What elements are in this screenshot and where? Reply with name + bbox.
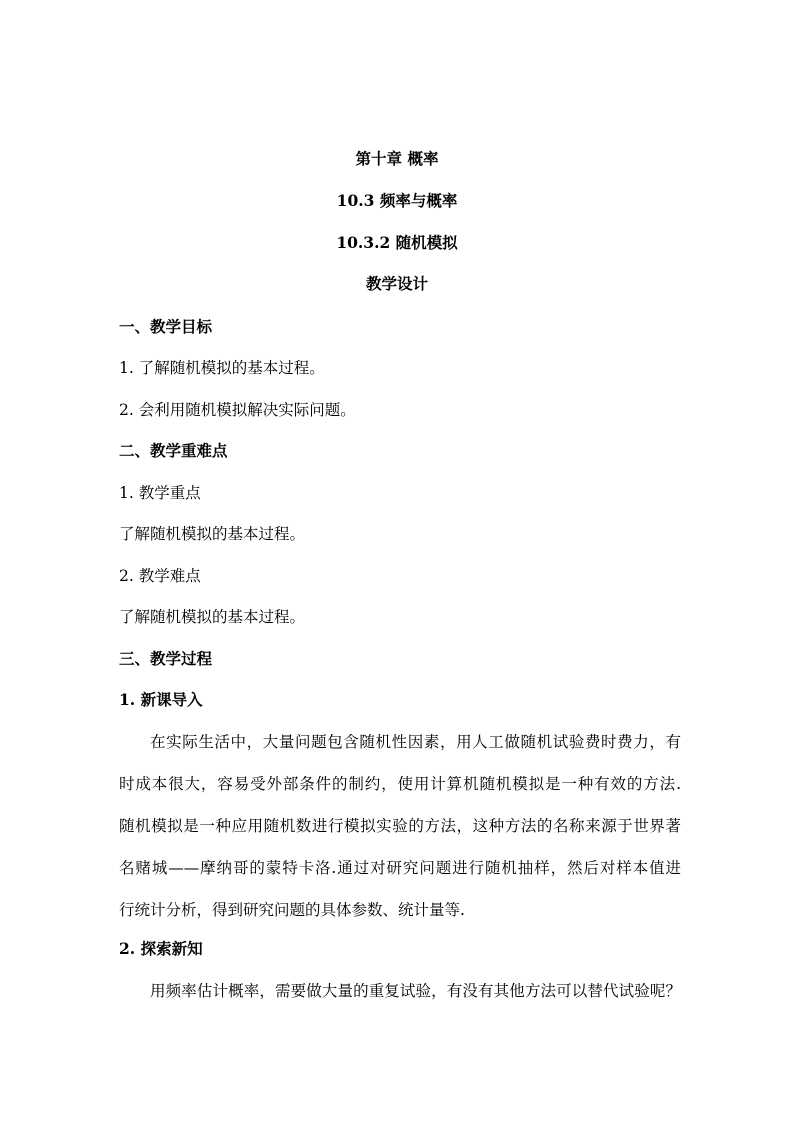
paragraph-line: 名赌城——摩纳哥的蒙特卡洛.通过对研究问题进行随机抽样，然后对样本值进: [119, 859, 681, 877]
paragraph-line: 时成本很大，容易受外部条件的制约，使用计算机随机模拟是一种有效的方法.: [119, 775, 681, 793]
goal-item-2: 2. 会利用随机模拟解决实际问题。: [119, 401, 356, 419]
key-point-text: 了解随机模拟的基本过程。: [119, 525, 306, 543]
step-1-title: 1. 新课导入: [119, 690, 203, 709]
section-title: 10.3 频率与概率: [336, 191, 458, 210]
difficult-point-label: 2. 教学难点: [119, 567, 201, 585]
key-point-label: 1. 教学重点: [119, 484, 201, 502]
paragraph-line: 随机模拟是一种应用随机数进行模拟实验的方法，这种方法的名称来源于世界著: [119, 817, 681, 835]
heading-teaching-process: 三、教学过程: [119, 649, 213, 668]
heading-key-difficult-points: 二、教学重难点: [119, 441, 228, 460]
paragraph-line: 在实际生活中，大量问题包含随机性因素，用人工做随机试验费时费力，有: [150, 733, 681, 751]
document-title: 教学设计: [365, 274, 428, 293]
step-2-title: 2. 探索新知: [119, 939, 203, 958]
difficult-point-text: 了解随机模拟的基本过程。: [119, 608, 306, 626]
goal-item-1: 1. 了解随机模拟的基本过程。: [119, 359, 325, 377]
intro-paragraph: [119, 732, 681, 942]
explore-paragraph: [119, 981, 681, 1023]
paragraph-line: 用频率估计概率，需要做大量的重复试验，有没有其他方法可以替代试验呢？: [150, 982, 681, 1000]
paragraph-line: 行统计分析，得到研究问题的具体参数、统计量等.: [119, 901, 465, 919]
heading-teaching-goals: 一、教学目标: [119, 317, 213, 336]
subsection-title: 10.3.2 随机模拟: [336, 233, 458, 252]
chapter-title: 第十章 概率: [355, 149, 439, 168]
